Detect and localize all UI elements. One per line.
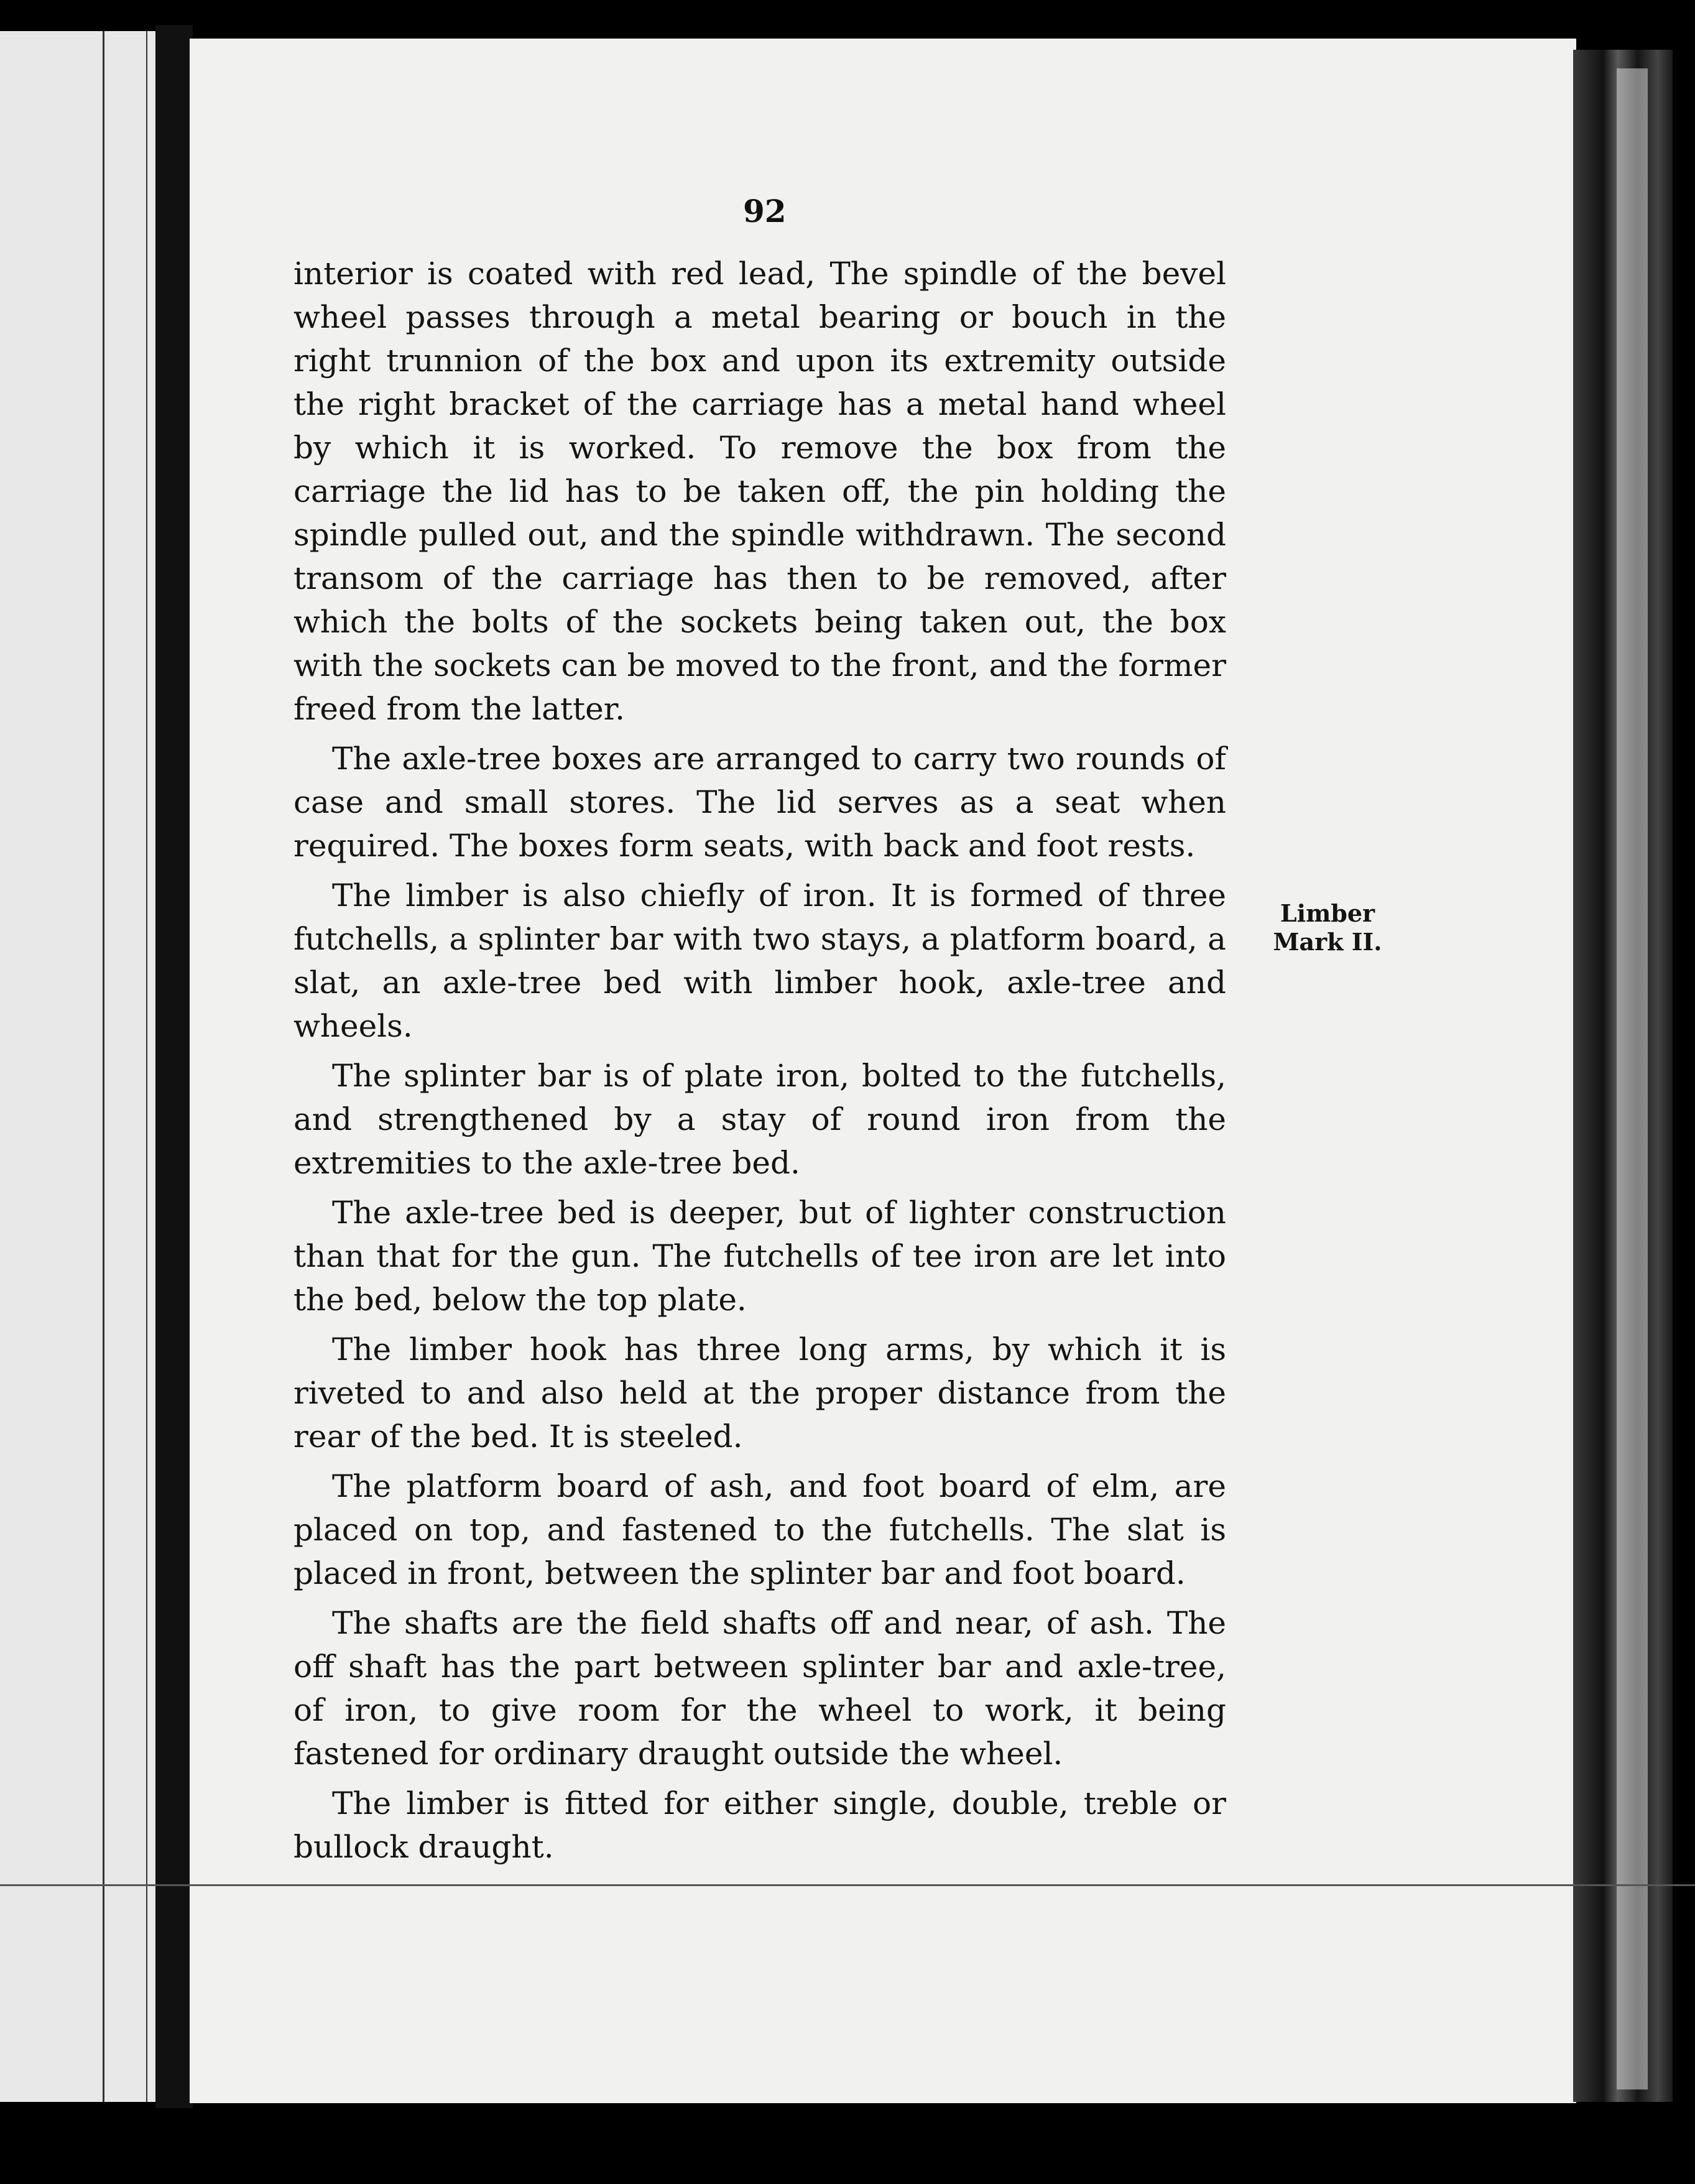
book-edge-highlight xyxy=(1617,68,1648,2089)
margin-note xyxy=(1265,899,1390,956)
page-rule-line xyxy=(103,31,104,2102)
scan-fold-line xyxy=(0,1884,1695,1886)
page-number: 92 xyxy=(743,193,787,229)
paragraph: The limber hook has three long arms, by which it is riveted to and also held at the proper distance from the rear of the bed. It is steeled. xyxy=(293,1331,1226,1455)
page-rule-line xyxy=(146,31,147,2102)
body-text xyxy=(293,252,1226,1875)
paragraph: The axle-tree boxes are arranged to carry two rounds of case and small stores. The lid serves as a seat when required. The boxes form seats, with back and foot rests. xyxy=(293,741,1226,864)
paragraph: The limber is also chiefly of iron. It is formed of three futchells, a splinter bar with two stays, a platform board, a slat, an axle-tree bed with limber hook, axle-tree and wheels. xyxy=(293,877,1226,1044)
paragraph: interior is coated with red lead, The spindle of the bevel wheel passes through a metal bearing or bouch in the right trunnion of the box and upon its extremity outside the right bracket of the carriage has a metal hand wheel by which it is worked. To remove the box from the carriage the lid has to be taken off, the pin holding the spindle pulled out, and the spindle withdrawn. The second transom of the carriage has then to be removed, after which the bolts of the sockets being taken out, the box with the sockets can be moved to the front, and the former freed from the latter. xyxy=(293,256,1226,727)
margin-note-line: Mark II. xyxy=(1273,928,1382,956)
book-gutter xyxy=(155,25,193,2108)
margin-note-line: Limber xyxy=(1280,899,1375,927)
paragraph: The platform board of ash, and foot board of elm, are placed on top, and fastened to the futchells. The slat is placed in front, between the splinter bar and foot board. xyxy=(293,1468,1226,1591)
paragraph: The shafts are the field shafts off and near, of ash. The off shaft has the part between splinter bar and axle-tree, of iron, to give room for the wheel to work, it being fastened for ordinary draught outside the wheel. xyxy=(293,1605,1226,1772)
paragraph: The splinter bar is of plate iron, bolted to the futchells, and strengthened by a stay of round iron from the extremities to the axle-tree bed. xyxy=(293,1058,1226,1181)
paragraph: The limber is fitted for either single, double, treble or bullock draught. xyxy=(293,1785,1226,1865)
paragraph: The axle-tree bed is deeper, but of lighter construction than that for the gun. The futchells of tee iron are let into the bed, below the top plate. xyxy=(293,1195,1226,1318)
